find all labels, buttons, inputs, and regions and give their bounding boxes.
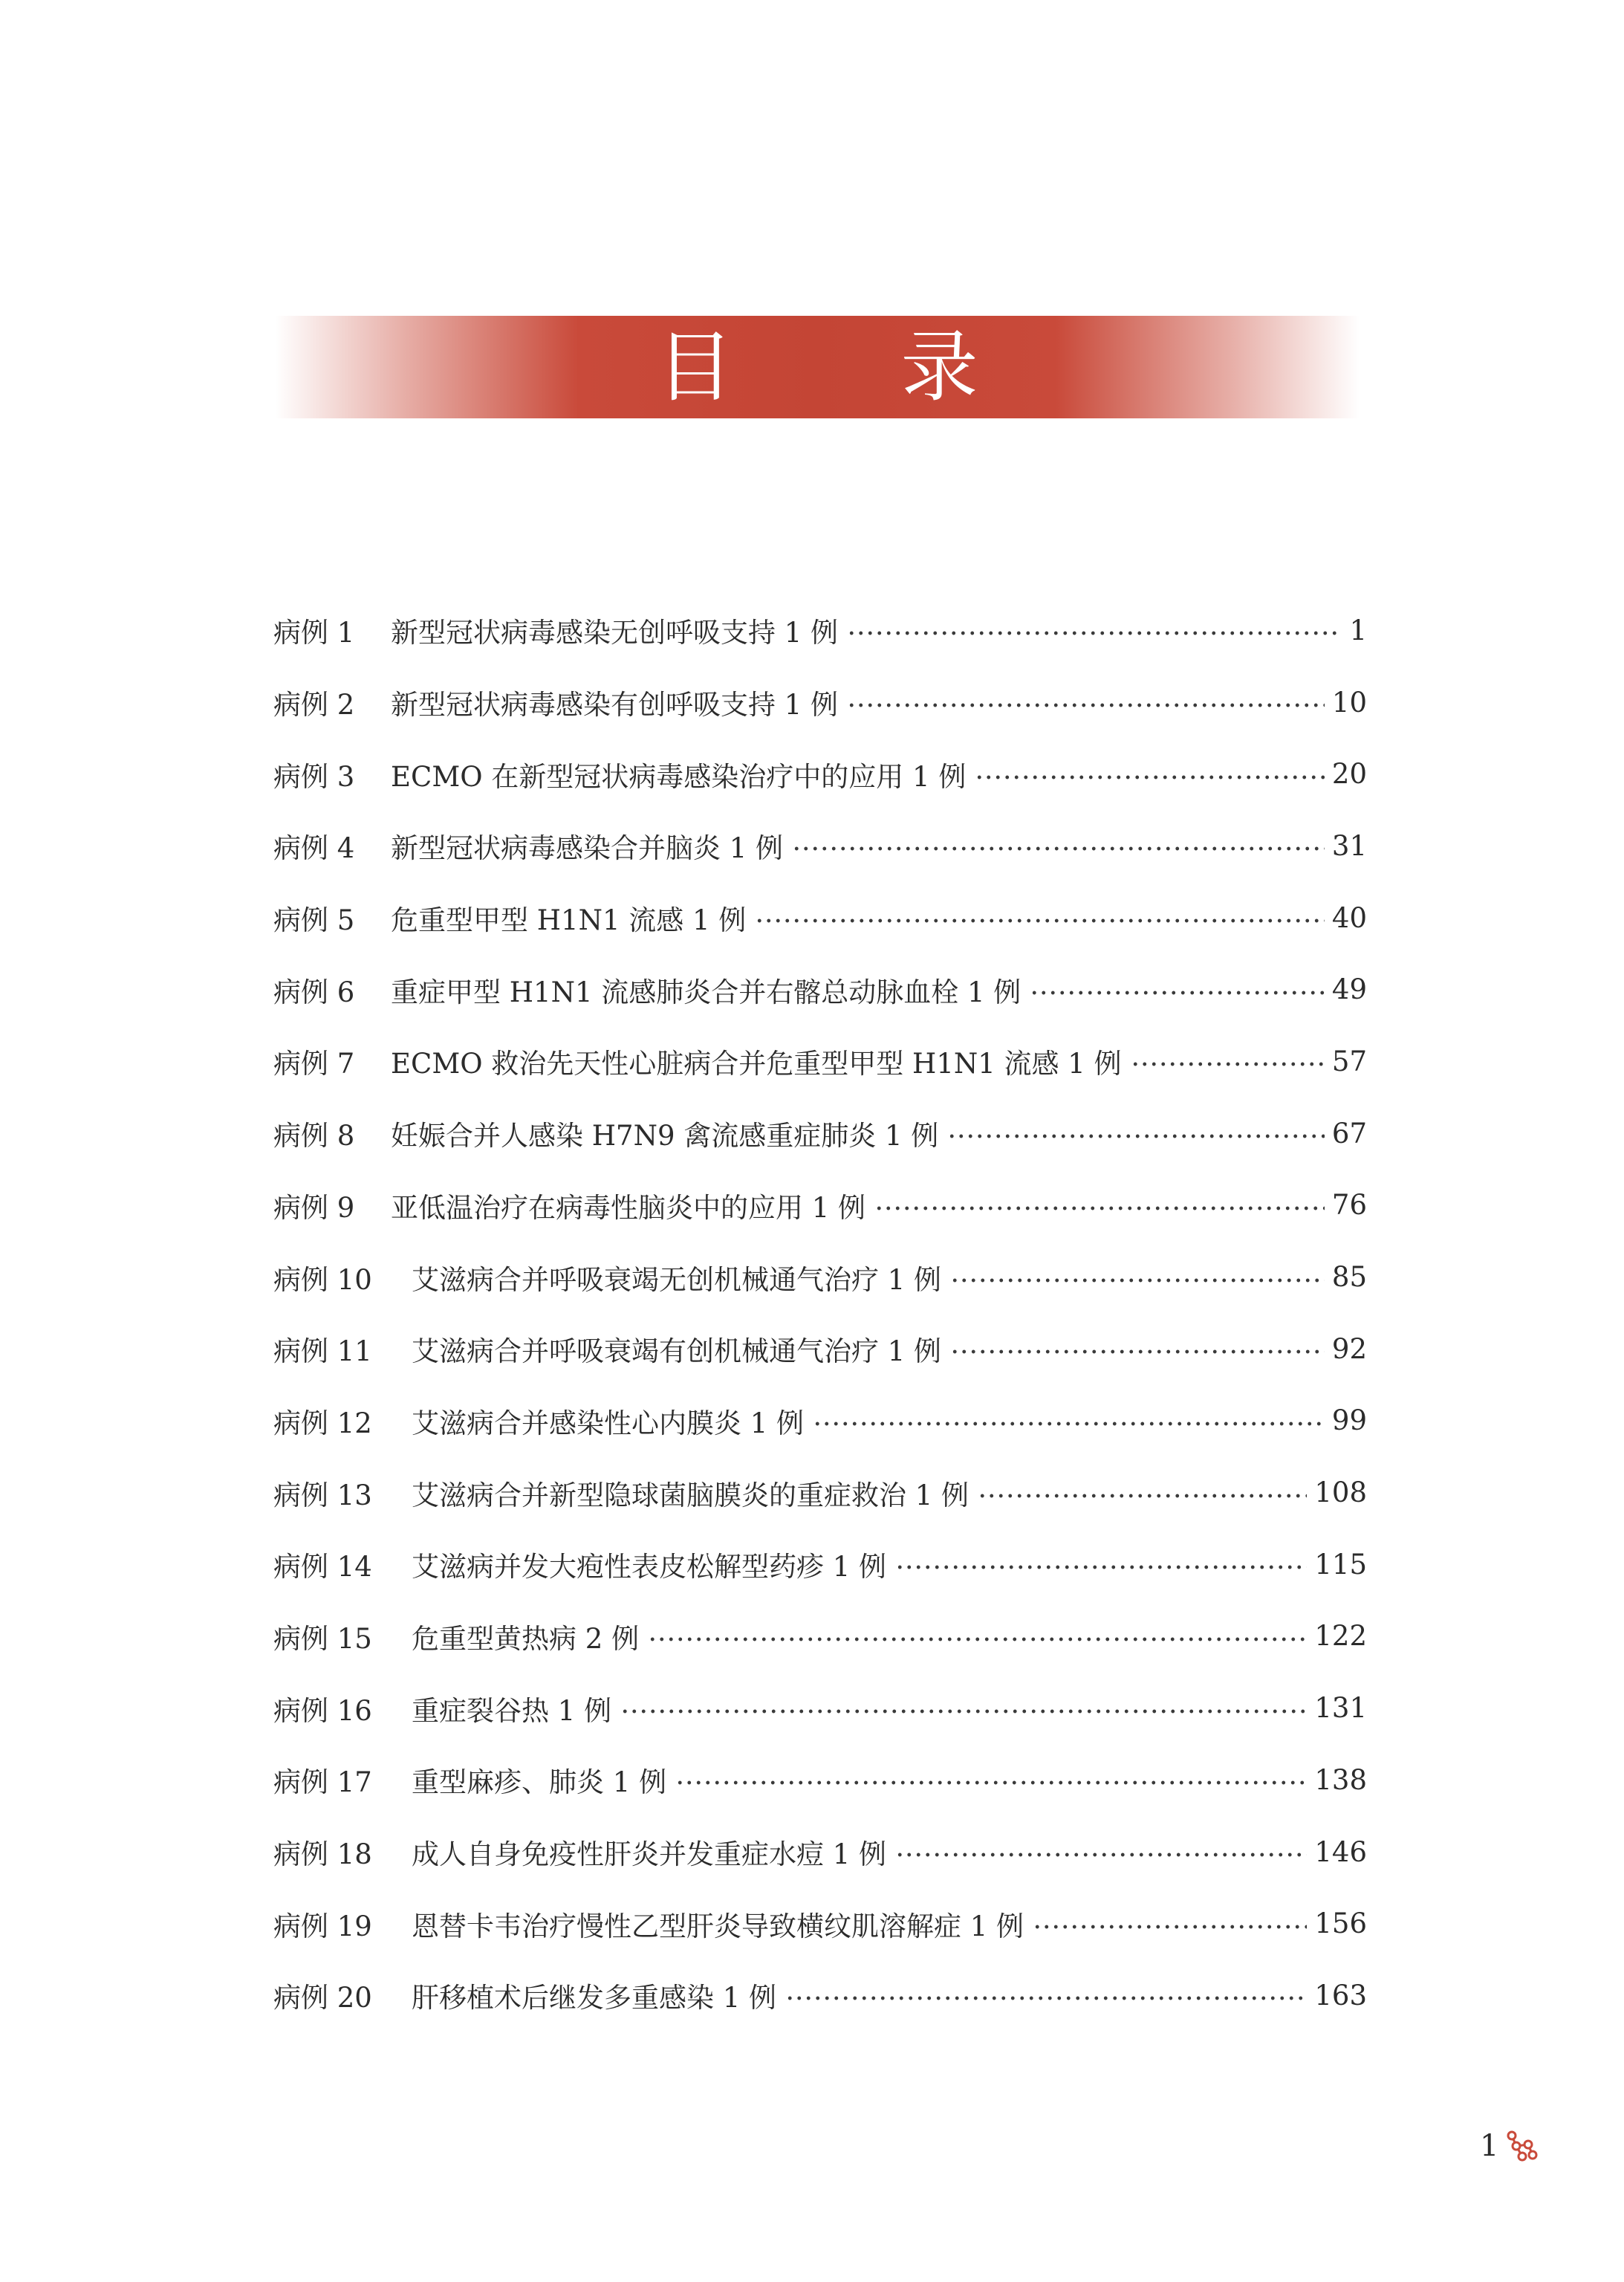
page-footer (1480, 2124, 1540, 2168)
case-label: 病例 14 (273, 1551, 372, 1584)
page-number: 92 (1331, 1332, 1367, 1365)
page-number: 20 (1331, 758, 1367, 791)
toc-entry[interactable] (273, 1960, 1367, 2032)
dot-leader (978, 1493, 1307, 1499)
case-label: 病例 11 (273, 1335, 372, 1368)
page-number: 57 (1331, 1045, 1367, 1077)
dot-leader (874, 1205, 1325, 1211)
dot-leader (847, 630, 1342, 636)
entry-title: 成人自身免疫性肝炎并发重症水痘 1 例 (412, 1838, 887, 1871)
dot-leader (847, 702, 1325, 708)
entry-title: ECMO 在新型冠状病毒感染治疗中的应用 1 例 (391, 760, 967, 793)
case-label: 病例 9 (273, 1191, 355, 1224)
page-number: 138 (1314, 1763, 1367, 1796)
case-label: 病例 4 (273, 832, 355, 865)
entry-title: 艾滋病并发大疱性表皮松解型药疹 1 例 (412, 1551, 887, 1584)
entry-title: 危重型黄热病 2 例 (412, 1622, 640, 1655)
case-label: 病例 7 (273, 1048, 355, 1080)
dot-leader (950, 1349, 1325, 1355)
page-number: 163 (1314, 1979, 1367, 2012)
case-label: 病例 20 (273, 1982, 372, 2014)
page-number: 31 (1331, 829, 1367, 862)
table-of-contents (273, 594, 1367, 2032)
page-title: 目 录 (656, 322, 1050, 412)
entry-title: 妊娠合并人感染 H7N9 禽流感重症肺炎 1 例 (391, 1120, 939, 1153)
toc-entry[interactable] (273, 594, 1367, 667)
case-label: 病例 3 (273, 760, 355, 793)
page-number: 122 (1314, 1620, 1367, 1653)
toc-entry[interactable] (273, 1241, 1367, 1313)
toc-entry[interactable] (273, 1887, 1367, 1960)
toc-entry[interactable] (273, 667, 1367, 739)
case-label: 病例 10 (273, 1263, 372, 1296)
dot-leader (1030, 990, 1325, 996)
case-label: 病例 15 (273, 1622, 372, 1655)
entry-title: 肝移植术后继发多重感染 1 例 (412, 1982, 777, 2014)
entry-title: 艾滋病合并感染性心内膜炎 1 例 (412, 1407, 805, 1439)
dot-leader (792, 846, 1325, 852)
case-label: 病例 5 (273, 904, 355, 937)
page-number: 40 (1331, 901, 1367, 934)
dot-leader (950, 1277, 1325, 1283)
case-label: 病例 18 (273, 1838, 372, 1871)
entry-title: 艾滋病合并呼吸衰竭无创机械通气治疗 1 例 (412, 1263, 942, 1296)
toc-entry[interactable] (273, 1744, 1367, 1816)
entry-title: 新型冠状病毒感染无创呼吸支持 1 例 (391, 617, 839, 649)
dot-leader (947, 1133, 1325, 1139)
entry-title: 新型冠状病毒感染合并脑炎 1 例 (391, 832, 784, 865)
dot-leader (648, 1636, 1307, 1642)
entry-title: 危重型甲型 H1N1 流感 1 例 (391, 904, 747, 937)
toc-entry[interactable] (273, 882, 1367, 954)
toc-entry[interactable] (273, 1385, 1367, 1457)
dot-leader (813, 1421, 1325, 1427)
page-number: 49 (1331, 973, 1367, 1006)
page-number: 1 (1349, 614, 1367, 646)
page-number: 115 (1314, 1548, 1367, 1581)
dot-leader (620, 1708, 1307, 1714)
dot-leader (675, 1780, 1307, 1786)
case-label: 病例 13 (273, 1479, 372, 1511)
toc-entry[interactable] (273, 1672, 1367, 1744)
toc-entry[interactable] (273, 1601, 1367, 1673)
toc-entry[interactable] (273, 1456, 1367, 1529)
toc-entry[interactable] (273, 953, 1367, 1025)
dot-leader (895, 1564, 1307, 1570)
case-label: 病例 19 (273, 1910, 372, 1942)
entry-title: 新型冠状病毒感染有创呼吸支持 1 例 (391, 689, 839, 722)
page-number: 131 (1314, 1692, 1367, 1725)
dot-leader (755, 918, 1325, 924)
toc-entry[interactable] (273, 1170, 1367, 1242)
page-number: 99 (1331, 1404, 1367, 1437)
case-label: 病例 1 (273, 617, 355, 649)
case-label: 病例 8 (273, 1120, 355, 1153)
page-number: 67 (1331, 1117, 1367, 1150)
molecule-node-icon (1501, 2127, 1540, 2165)
entry-title: 重症裂谷热 1 例 (412, 1694, 612, 1727)
page-number: 146 (1314, 1835, 1367, 1868)
case-label: 病例 16 (273, 1694, 372, 1727)
toc-entry[interactable] (273, 1098, 1367, 1170)
entry-title: 艾滋病合并呼吸衰竭有创机械通气治疗 1 例 (412, 1335, 942, 1368)
toc-entry[interactable] (273, 738, 1367, 810)
case-label: 病例 12 (273, 1407, 372, 1439)
case-label: 病例 6 (273, 976, 355, 1008)
dot-leader (975, 774, 1325, 780)
entry-title: 恩替卡韦治疗慢性乙型肝炎导致横纹肌溶解症 1 例 (412, 1910, 1024, 1942)
toc-entry[interactable] (273, 810, 1367, 882)
dot-leader (1033, 1924, 1307, 1930)
entry-title: ECMO 救治先天性心脏病合并危重型甲型 H1N1 流感 1 例 (391, 1048, 1122, 1080)
case-label: 病例 2 (273, 689, 355, 722)
page-number: 108 (1314, 1477, 1367, 1509)
page-number: 85 (1331, 1261, 1367, 1294)
page-number: 156 (1314, 1907, 1367, 1940)
dot-leader (785, 1995, 1307, 2001)
entry-title: 重症甲型 H1N1 流感肺炎合并右髂总动脉血栓 1 例 (391, 976, 1022, 1008)
toc-entry[interactable] (273, 1025, 1367, 1098)
entry-title: 亚低温治疗在病毒性脑炎中的应用 1 例 (391, 1191, 866, 1224)
page-number: 10 (1331, 686, 1367, 719)
toc-entry[interactable] (273, 1529, 1367, 1601)
entry-title: 重型麻疹、肺炎 1 例 (412, 1766, 667, 1799)
dot-leader (895, 1852, 1307, 1858)
entry-title: 艾滋病合并新型隐球菌脑膜炎的重症救治 1 例 (412, 1479, 969, 1511)
page-number: 76 (1331, 1189, 1367, 1222)
toc-entry[interactable] (273, 1313, 1367, 1385)
case-label: 病例 17 (273, 1766, 372, 1799)
footer-page-number: 1 (1480, 2129, 1499, 2163)
title-banner (275, 316, 1360, 418)
dot-leader (1131, 1061, 1325, 1067)
toc-entry[interactable] (273, 1816, 1367, 1888)
